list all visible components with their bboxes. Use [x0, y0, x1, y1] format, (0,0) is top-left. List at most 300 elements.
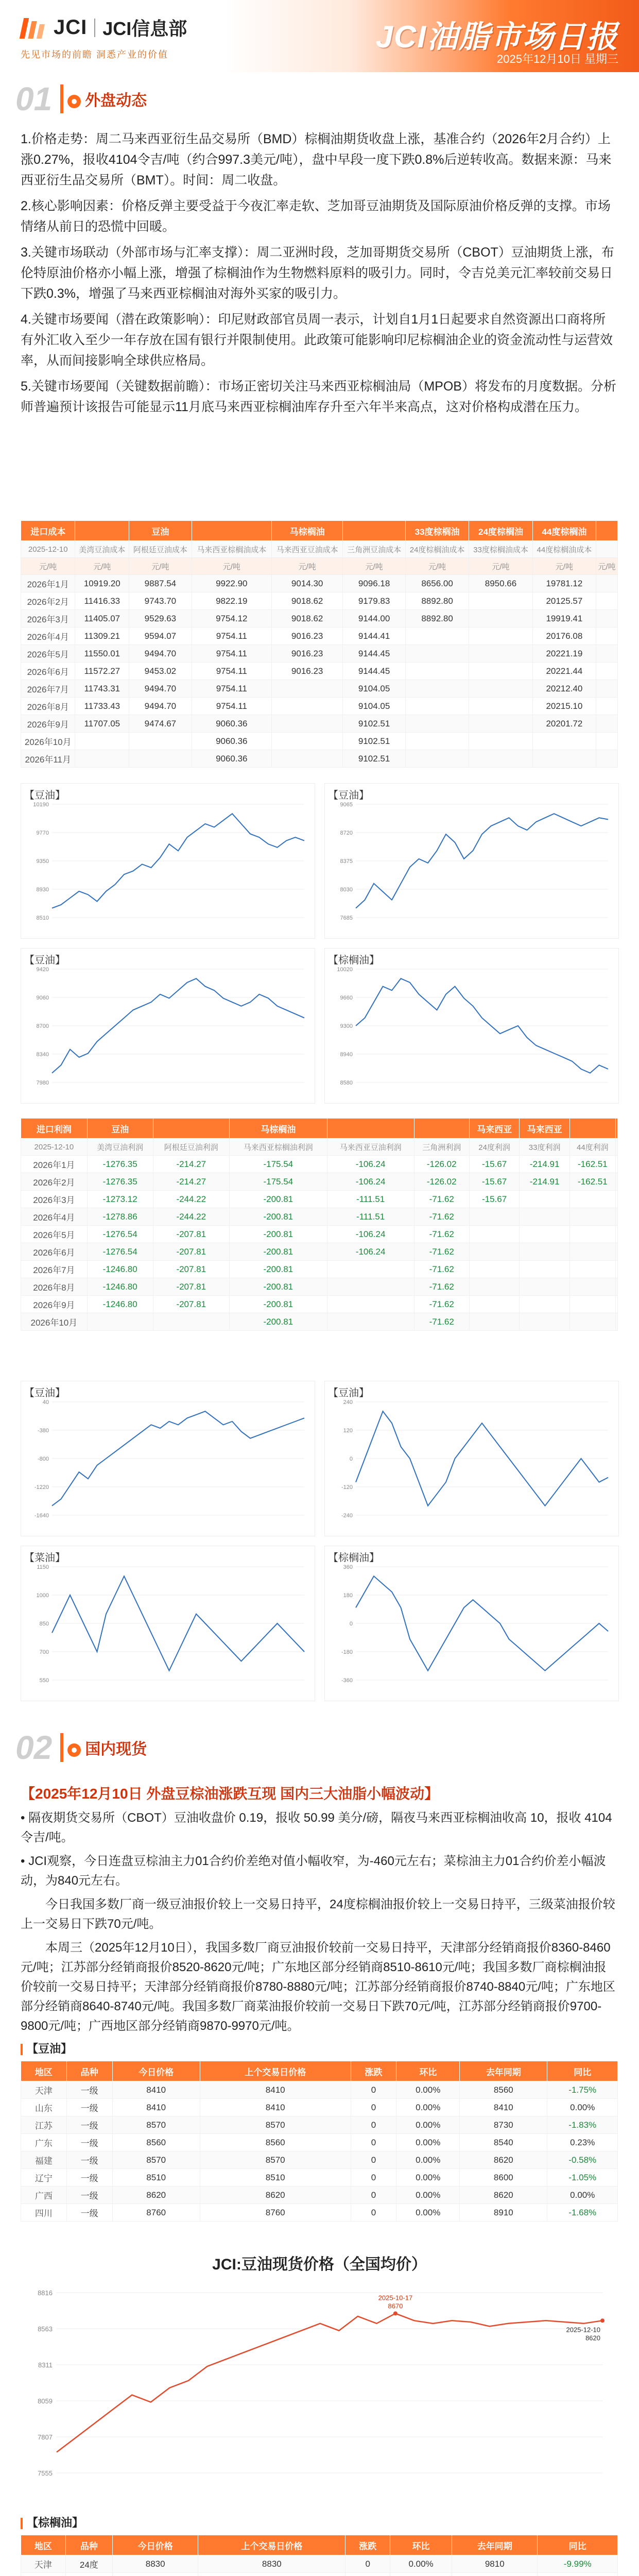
- table-cell: -111.51: [327, 1191, 414, 1208]
- import-profit-table: [21, 1118, 618, 1331]
- chart-title: 【豆油】: [328, 790, 369, 801]
- table-cell: [405, 733, 469, 750]
- jci-logo[interactable]: [21, 14, 187, 41]
- table-cell: [569, 1243, 615, 1261]
- table-cell: [327, 1313, 414, 1331]
- table-subheader: 24度利润: [469, 1139, 520, 1156]
- table-cell: -207.81: [153, 1226, 229, 1243]
- table-cell: 20125.57: [532, 592, 596, 610]
- news-para-2: • JCI观察，今日连盘豆棕油主力01合约价差绝对值小幅收窄，为-460元左右；菜棕油主力01合约价差小幅波动，为840元左右。: [21, 1854, 606, 1888]
- y-tick-label: 360: [343, 1564, 353, 1570]
- table-cell: 0: [351, 2169, 396, 2187]
- y-tick-label: -180: [341, 1649, 353, 1655]
- table-header: 豆油: [129, 521, 192, 541]
- table-cell: -1276.54: [87, 1226, 153, 1243]
- y-tick-label: 40: [42, 1399, 49, 1405]
- chart-title: 【豆油】: [24, 1387, 65, 1399]
- globe-icon: [67, 95, 81, 108]
- table-cell: [615, 1226, 617, 1243]
- table-subheader: 马来西亚豆油成本: [271, 541, 342, 558]
- table-row: [21, 2169, 618, 2187]
- y-tick-label: 120: [343, 1428, 353, 1434]
- table-cell: 0.00%: [396, 2081, 460, 2099]
- table-cell: [271, 680, 342, 698]
- table-cell: -207.81: [153, 1296, 229, 1313]
- y-tick-label: 0: [349, 1621, 353, 1627]
- table-cell: -71.62: [414, 1226, 469, 1243]
- table-cell: [405, 698, 469, 715]
- table-header: [615, 1118, 617, 1139]
- table-cell: [469, 733, 532, 750]
- table-cell: [615, 1156, 617, 1173]
- table-cell: 2026年5月: [21, 1226, 88, 1243]
- table-subheader: 美湾豆油利润: [87, 1139, 153, 1156]
- table-row: [21, 2555, 618, 2573]
- table-cell: 2026年6月: [21, 1243, 88, 1261]
- table-header: 地区: [21, 2535, 66, 2555]
- table-cell: -1246.80: [87, 1278, 153, 1296]
- table-cell: 0.00%: [547, 2187, 618, 2204]
- table-cell: [520, 1243, 570, 1261]
- soy-spot-chart-title: JCI:豆油现货价格（全国均价）: [212, 2256, 427, 2273]
- table-cell: 11572.27: [75, 663, 129, 680]
- table-cell: 9104.05: [343, 680, 406, 698]
- section-number: 02: [15, 1729, 53, 1766]
- table-cell: 一级: [66, 2134, 112, 2151]
- table-cell: 0.00%: [547, 2099, 618, 2116]
- table-cell: -1246.80: [87, 1296, 153, 1313]
- table-row: [21, 1261, 618, 1278]
- table-cell: 8892.80: [405, 610, 469, 628]
- table-cell: 9060.36: [192, 715, 271, 733]
- table-cell: [469, 698, 532, 715]
- table-cell: [615, 1208, 617, 1226]
- table-cell: 9494.70: [129, 645, 192, 663]
- table-cell: -1.83%: [547, 2116, 618, 2134]
- table-cell: 一级: [66, 2116, 112, 2134]
- soy-spot-line-chart: [21, 2277, 618, 2494]
- table-cell: 2026年10月: [21, 1313, 88, 1331]
- table-header: 涨跌: [346, 2535, 390, 2555]
- chart-panel-r1-right: [324, 783, 619, 939]
- table-cell: [615, 1313, 617, 1331]
- table-cell: [569, 1278, 615, 1296]
- table-header: 进口利润: [21, 1118, 88, 1139]
- news-body: [21, 1808, 618, 2040]
- table-cell: [405, 645, 469, 663]
- table-cell: [538, 2573, 618, 2576]
- table-cell: 0.00%: [390, 2555, 452, 2573]
- y-tick-label: 8930: [36, 887, 49, 893]
- table-cell: 20201.72: [532, 715, 596, 733]
- table-cell: 福建: [21, 2151, 67, 2169]
- table-header: [192, 521, 271, 541]
- y-tick-label: 7807: [38, 2433, 53, 2441]
- y-tick-label: 9060: [36, 995, 49, 1001]
- table-cell: [520, 1191, 570, 1208]
- table-cell: 9453.02: [129, 663, 192, 680]
- y-tick-label: 9065: [340, 802, 353, 808]
- section-label: 外盘动态: [60, 84, 155, 113]
- table-cell: 8620: [460, 2151, 547, 2169]
- table-cell: 2026年5月: [21, 645, 75, 663]
- table-subheader: 阿根廷豆油成本: [129, 541, 192, 558]
- table-unit: 元/吨: [21, 558, 75, 575]
- chart-title: 【棕榈油】: [328, 955, 379, 966]
- table-cell: [520, 1261, 570, 1278]
- table-header: 豆油: [87, 1118, 153, 1139]
- table-cell: 0: [351, 2187, 396, 2204]
- table-header: 44度棕榈油: [532, 521, 596, 541]
- table-cell: 9754.11: [192, 663, 271, 680]
- table-cell: 8620: [200, 2187, 351, 2204]
- table-subheader: [615, 1139, 617, 1156]
- palm-spot-table: [21, 2535, 618, 2576]
- table-cell: -200.81: [229, 1226, 327, 1243]
- table-cell: -175.54: [229, 1156, 327, 1173]
- table-cell: 8540: [460, 2134, 547, 2151]
- table-subheader: 2025-12-10: [21, 541, 75, 558]
- table-cell: -15.67: [469, 1156, 520, 1173]
- table-cell: -207.81: [153, 1243, 229, 1261]
- overseas-bullets: [21, 129, 618, 422]
- table-cell: 2026年11月: [21, 750, 75, 768]
- table-header: 马棕榈油: [229, 1118, 327, 1139]
- table-cell: [405, 750, 469, 768]
- y-tick-label: 7685: [340, 915, 353, 921]
- table-cell: 8830: [198, 2555, 346, 2573]
- table-header: 品种: [66, 2061, 112, 2081]
- building-icon: [67, 1743, 81, 1757]
- table-cell: 0: [346, 2555, 390, 2573]
- table-cell: [405, 680, 469, 698]
- table-cell: 一级: [66, 2081, 112, 2099]
- table-cell: [596, 733, 618, 750]
- table-cell: 2026年4月: [21, 1208, 88, 1226]
- y-tick-label: 7980: [36, 1080, 49, 1086]
- table-header: 环比: [390, 2535, 452, 2555]
- table-cell: -162.51: [569, 1173, 615, 1191]
- table-cell: 8620: [460, 2187, 547, 2204]
- slogan: 先见市场的前瞻 洞悉产业的价值: [21, 49, 168, 60]
- table-cell: [596, 680, 618, 698]
- table-cell: [469, 592, 532, 610]
- table-cell: 8410: [200, 2081, 351, 2099]
- table-cell: -244.22: [153, 1191, 229, 1208]
- table-cell: 9887.54: [129, 575, 192, 592]
- table-header: 进口成本: [21, 521, 75, 541]
- table-cell: [596, 663, 618, 680]
- table-cell: [271, 750, 342, 768]
- table-cell: 0.00%: [396, 2116, 460, 2134]
- table-cell: 2026年3月: [21, 1191, 88, 1208]
- table-cell: 9060.36: [192, 750, 271, 768]
- table-cell: [469, 750, 532, 768]
- table-cell: [327, 1296, 414, 1313]
- table-cell: -1273.12: [87, 1191, 153, 1208]
- table-cell: 9754.11: [192, 628, 271, 645]
- table-header: 同比: [547, 2061, 618, 2081]
- table-row: [21, 2573, 618, 2576]
- table-header: [327, 1118, 414, 1139]
- y-tick-label: 700: [39, 1649, 49, 1655]
- table-row: [21, 1156, 618, 1173]
- table-header: [153, 1118, 229, 1139]
- palm-spot-heading: 【棕榈油】: [21, 2514, 83, 2530]
- table-cell: 9529.63: [129, 610, 192, 628]
- table-cell: [112, 2573, 198, 2576]
- bullet-5: 5.关键市场要闻（关键数据前瞻）：市场正密切关注马来西亚棕榈油局（MPOB）将发布的月度数据。分析师普遍预计该报告可能显示11月底马来西亚棕榈油库存升至六年半来高点，这对价格构成潜在压力。: [21, 379, 616, 414]
- table-cell: [596, 610, 618, 628]
- y-tick-label: 8580: [340, 1080, 353, 1086]
- import-cost-table: [21, 520, 618, 768]
- table-header: 今日价格: [112, 2535, 198, 2555]
- table-row: [21, 733, 618, 750]
- table-cell: -0.58%: [547, 2151, 618, 2169]
- table-cell: [520, 1226, 570, 1243]
- table-cell: 广西: [21, 2187, 67, 2204]
- chart-panel-r2-right: [324, 948, 619, 1104]
- table-cell: 0.00%: [396, 2134, 460, 2151]
- table-cell: -200.81: [229, 1296, 327, 1313]
- bullet-3: 3.关键市场联动（外部市场与汇率支撑）：周二亚洲时段，芝加哥期货交易所（CBOT）豆油期货上涨，布伦特原油价格亦小幅上涨，增强了棕榈油作为生物燃料原料的吸引力。同时，令吉兑美元汇率较前交易日下跌0.3%，增强了马来西亚棕榈油对海外买家的吸引力。: [21, 245, 614, 301]
- table-cell: 0: [351, 2134, 396, 2151]
- table-cell: [596, 575, 618, 592]
- y-tick-label: 240: [343, 1399, 353, 1405]
- table-subheader: [596, 541, 618, 558]
- table-row: [21, 1226, 618, 1243]
- table-cell: 9104.05: [343, 698, 406, 715]
- table-cell: [153, 1313, 229, 1331]
- table-unit: 元/吨: [469, 558, 532, 575]
- table-header: 上个交易日价格: [200, 2061, 351, 2081]
- table-cell: 9102.51: [343, 733, 406, 750]
- table-cell: 辽宁: [21, 2169, 67, 2187]
- table-cell: [469, 1261, 520, 1278]
- table-cell: [569, 1226, 615, 1243]
- table-cell: [87, 1313, 153, 1331]
- table-cell: -1246.80: [87, 1261, 153, 1278]
- table-cell: 2026年1月: [21, 1156, 88, 1173]
- table-cell: 11550.01: [75, 645, 129, 663]
- table-row: [21, 592, 618, 610]
- table-header: 涨跌: [351, 2061, 396, 2081]
- y-tick-label: -1220: [34, 1484, 49, 1490]
- line-chart: [325, 784, 618, 938]
- table-cell: -1.75%: [547, 2081, 618, 2099]
- table-cell: [271, 715, 342, 733]
- table-cell: [532, 750, 596, 768]
- y-tick-label: 8375: [340, 858, 353, 865]
- table-cell: [469, 715, 532, 733]
- table-cell: -200.81: [229, 1278, 327, 1296]
- table-cell: [596, 628, 618, 645]
- report-date: 2025年12月10日 星期三: [497, 53, 618, 65]
- table-cell: -71.62: [414, 1278, 469, 1296]
- table-cell: [469, 663, 532, 680]
- table-cell: [469, 1226, 520, 1243]
- table-cell: -214.91: [520, 1173, 570, 1191]
- high-point-date: 2025-10-17: [378, 2294, 413, 2302]
- table-cell: -1276.35: [87, 1173, 153, 1191]
- chart-panel-r4-left: [21, 1546, 315, 1701]
- table-cell: 0.00%: [396, 2099, 460, 2116]
- table-cell: 天津: [21, 2081, 67, 2099]
- table-cell: 9018.62: [271, 610, 342, 628]
- table-cell: 9754.11: [192, 645, 271, 663]
- table-subheader: 马来西亚棕榈油成本: [192, 541, 271, 558]
- logo-brand-cn: JCI信息部: [102, 18, 187, 39]
- line-chart: [21, 784, 315, 938]
- table-cell: [596, 698, 618, 715]
- table-cell: -1278.86: [87, 1208, 153, 1226]
- table-row: [21, 680, 618, 698]
- table-cell: 8656.00: [405, 575, 469, 592]
- table-cell: 19781.12: [532, 575, 596, 592]
- table-cell: 2026年10月: [21, 733, 75, 750]
- table-cell: [129, 750, 192, 768]
- table-cell: 2026年2月: [21, 592, 75, 610]
- table-header: 去年同期: [452, 2535, 538, 2555]
- report-header: [0, 0, 639, 72]
- news-para-1: • 隔夜期货交易所（CBOT）豆油收盘价 0.19，报收 50.99 美分/磅，隔夜马来西亚棕榈油收高 10，报收 4104 令吉/吨。: [21, 1811, 612, 1844]
- table-cell: [271, 698, 342, 715]
- table-header: 上个交易日价格: [198, 2535, 346, 2555]
- table-cell: -214.91: [520, 1156, 570, 1173]
- table-cell: -1276.35: [87, 1156, 153, 1173]
- table-cell: 9016.23: [271, 628, 342, 645]
- table-cell: [615, 1191, 617, 1208]
- last-point-marker: [600, 2318, 605, 2323]
- table-cell: 20212.40: [532, 680, 596, 698]
- table-cell: [569, 1261, 615, 1278]
- table-cell: 9754.12: [192, 610, 271, 628]
- table-cell: 2026年7月: [21, 680, 75, 698]
- table-cell: -15.67: [469, 1173, 520, 1191]
- table-cell: [469, 1208, 520, 1226]
- table-row: [21, 575, 618, 592]
- table-cell: 8570: [112, 2151, 200, 2169]
- table-cell: 广东: [21, 2134, 67, 2151]
- y-tick-label: -380: [37, 1428, 49, 1434]
- table-cell: 8560: [112, 2134, 200, 2151]
- table-row: [21, 1278, 618, 1296]
- table-cell: [469, 628, 532, 645]
- table-header: 马来西亚: [469, 1118, 520, 1139]
- table-cell: 9144.00: [343, 610, 406, 628]
- table-cell: -200.81: [229, 1208, 327, 1226]
- table-cell: 9102.51: [343, 715, 406, 733]
- section-label: 国内现货: [60, 1733, 155, 1762]
- table-cell: -207.81: [153, 1278, 229, 1296]
- table-header: [596, 521, 618, 541]
- table-cell: 山东: [21, 2099, 67, 2116]
- table-cell: [520, 1208, 570, 1226]
- table-header: 33度棕榈油: [405, 521, 469, 541]
- table-row: [21, 2151, 618, 2169]
- table-cell: -71.62: [414, 1261, 469, 1278]
- table-cell: [520, 1296, 570, 1313]
- table-unit: 元/吨: [271, 558, 342, 575]
- table-cell: -71.62: [414, 1191, 469, 1208]
- table-cell: [75, 750, 129, 768]
- y-tick-label: 1150: [37, 1564, 49, 1570]
- table-cell: [346, 2573, 390, 2576]
- y-tick-label: 8059: [38, 2397, 53, 2405]
- table-cell: 天津: [21, 2555, 66, 2573]
- table-header: 地区: [21, 2061, 67, 2081]
- table-row: [21, 663, 618, 680]
- line-chart: [21, 948, 315, 1103]
- chart-bg: [21, 2277, 618, 2494]
- table-row: [21, 2204, 618, 2222]
- table-cell: -244.22: [153, 1208, 229, 1226]
- table-cell: [469, 1313, 520, 1331]
- table-cell: 8510: [200, 2169, 351, 2187]
- table-cell: [405, 715, 469, 733]
- line-chart: [325, 1546, 618, 1701]
- chart-panel-r3-left: [21, 1381, 315, 1536]
- table-cell: 9016.23: [271, 645, 342, 663]
- table-cell: [469, 1296, 520, 1313]
- table-cell: -1.05%: [547, 2169, 618, 2187]
- line-chart: [21, 1381, 315, 1536]
- report-title: JCI油脂市场日报: [375, 20, 618, 54]
- table-header: 同比: [538, 2535, 618, 2555]
- table-unit: 元/吨: [596, 558, 618, 575]
- y-tick-label: 9300: [340, 1023, 353, 1029]
- table-subheader: 33度利润: [520, 1139, 570, 1156]
- table-subheader: 33度棕榈油成本: [469, 541, 532, 558]
- table-cell: 11707.05: [75, 715, 129, 733]
- y-tick-label: 8030: [340, 887, 353, 893]
- table-row: [21, 750, 618, 768]
- table-cell: 8410: [112, 2081, 200, 2099]
- table-cell: 9743.70: [129, 592, 192, 610]
- table-cell: -207.81: [153, 1261, 229, 1278]
- table-subheader: 44度利润: [569, 1139, 615, 1156]
- table-cell: 0.00%: [396, 2151, 460, 2169]
- bullet-4: 4.关键市场要闻（潜在政策影响）：印尼财政部官员周一表示，计划自1月1日起要求自然资源出口商将所有外汇收入至少一年存放在国有银行并限制使用。此政策可能影响印尼棕榈油企业的资金流动性与运营效率，从而间接影响全球供应格局。: [21, 312, 613, 368]
- table-unit: 元/吨: [532, 558, 596, 575]
- table-cell: 11743.31: [75, 680, 129, 698]
- table-subheader: 阿根廷豆油利润: [153, 1139, 229, 1156]
- table-cell: [469, 610, 532, 628]
- bullet-2: 2.核心影响因素：价格反弹主要受益于今夜汇率走软、芝加哥豆油期货及国际原油价格反弹的支撑。市场情绪从前日的恐慌中回暖。: [21, 199, 611, 234]
- table-cell: 8910: [460, 2204, 547, 2222]
- table-cell: 9016.23: [271, 663, 342, 680]
- table-row: [21, 698, 618, 715]
- table-cell: 9922.90: [192, 575, 271, 592]
- table-cell: -111.51: [327, 1208, 414, 1226]
- table-cell: 0: [351, 2099, 396, 2116]
- table-cell: -71.62: [414, 1243, 469, 1261]
- table-cell: [596, 750, 618, 768]
- table-cell: -126.02: [414, 1173, 469, 1191]
- table-subheader: 三角洲利润: [414, 1139, 469, 1156]
- table-row: [21, 610, 618, 628]
- table-cell: -162.51: [569, 1156, 615, 1173]
- table-cell: 8410: [112, 2099, 200, 2116]
- table-cell: [520, 1278, 570, 1296]
- table-subheader: 三角洲豆油成本: [343, 541, 406, 558]
- table-subheader: 24度棕榈油成本: [405, 541, 469, 558]
- table-cell: -71.62: [414, 1313, 469, 1331]
- table-cell: 0: [351, 2116, 396, 2134]
- table-cell: [615, 1243, 617, 1261]
- soy-spot-table: [21, 2061, 618, 2222]
- y-tick-label: 550: [39, 1677, 49, 1684]
